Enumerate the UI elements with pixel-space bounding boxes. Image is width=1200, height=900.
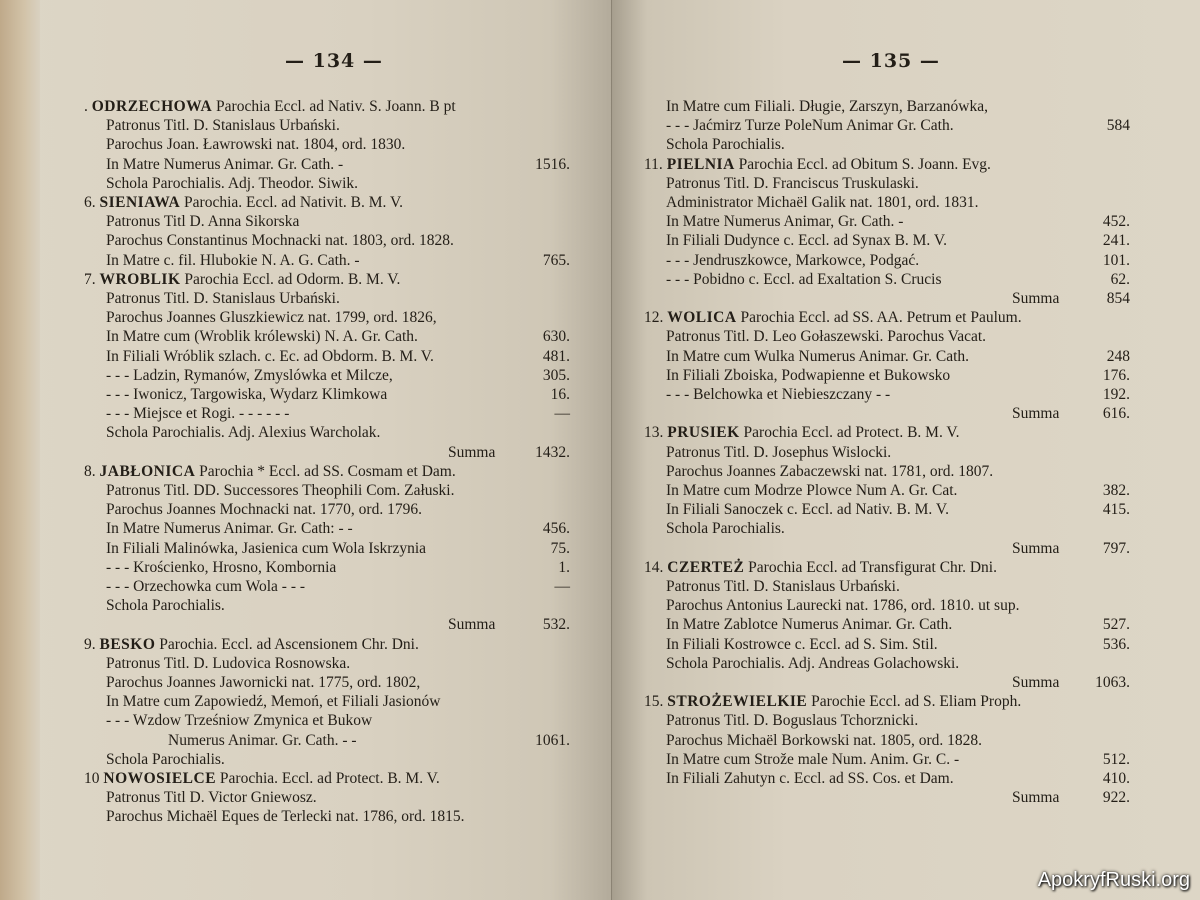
line-text: Administrator Michaël Galik nat. 1801, ord. 1831. — [666, 194, 979, 211]
line-text: Patronus Titl. D. Stanislaus Urbański. — [106, 290, 340, 307]
right-page-number: — 135 — — [842, 50, 940, 72]
line-value: 452. — [1102, 213, 1130, 231]
line-text: Patronus Titl. DD. Successores Theophili Com. Załuski. — [106, 482, 455, 499]
text-line — [106, 135, 405, 155]
line-text: Parochus Joannes Zabaczewski nat. 1781, ord. 1807. — [666, 462, 994, 480]
text-line — [106, 231, 454, 251]
text-line — [106, 500, 422, 520]
text-line — [106, 174, 358, 194]
line-value: 101. — [1102, 251, 1130, 269]
line-value: 176. — [1102, 366, 1130, 384]
line-text: - - - Miejsce et Rogi. - - - - - - — [106, 405, 290, 423]
text-line — [84, 270, 400, 290]
line-value: 584 — [1106, 117, 1130, 135]
line-text: Schola Parochialis. — [666, 520, 785, 538]
entry-number: 7. — [84, 270, 100, 288]
parish-name: CZERTEŻ — [667, 558, 745, 576]
entry-number: . — [84, 98, 92, 115]
parish-name: ODRZECHOWA — [91, 98, 213, 115]
line-value: 765. — [542, 251, 570, 269]
line-text: Parochus Joannes Mochnacki nat. 1770, ord. 1796. — [106, 501, 422, 519]
line-text: In Filiali Sanoczek c. Eccl. ad Nativ. B. M. V. — [666, 501, 949, 519]
line-value: 1061. — [535, 731, 570, 749]
line-value: 512. — [1102, 750, 1130, 768]
summa-label: Summa — [1012, 789, 1060, 807]
text-line — [1012, 788, 1059, 808]
summa-value: 1432. — [535, 443, 570, 461]
text-line — [644, 558, 997, 578]
entry-number: 6. — [84, 194, 100, 211]
summa-value: 532. — [542, 616, 570, 634]
text-line — [666, 327, 986, 347]
text-line — [644, 155, 991, 175]
text-line — [666, 711, 918, 731]
text-line — [666, 116, 954, 136]
text-line — [666, 366, 950, 386]
summa-value: 854 — [1106, 290, 1130, 307]
text-line — [448, 615, 495, 635]
text-line — [106, 289, 340, 309]
text-line — [106, 251, 360, 271]
line-text: Patronus Titl. D. Leo Gołaszewski. Parochus Vacat. — [666, 328, 987, 346]
line-text: In Filiali Zahutyn c. Eccl. ad SS. Cos. et Dam. — [666, 770, 954, 787]
text-line — [106, 750, 225, 770]
parish-name: WROBLIK — [99, 270, 181, 288]
line-value: 410. — [1102, 770, 1130, 787]
text-line — [106, 654, 350, 674]
text-line — [666, 615, 952, 635]
text-line — [106, 155, 343, 175]
text-line — [666, 347, 969, 367]
text-line — [106, 347, 434, 367]
entry-number: 12. — [644, 309, 668, 327]
line-text: Parochus Joan. Ławrowski nat. 1804, ord. 1830. — [106, 136, 406, 154]
text-line — [666, 385, 890, 405]
text-line — [84, 769, 440, 789]
text-line — [666, 519, 785, 539]
summa-value: 922. — [1102, 789, 1130, 807]
line-text: - - - Krościenko, Hrosno, Kombornia — [106, 558, 337, 576]
text-line — [106, 385, 387, 405]
text-line — [1012, 289, 1059, 309]
summa-value: 1063. — [1095, 674, 1130, 691]
line-text: Patronus Titl. D. Stanislaus Urbański. — [666, 578, 900, 595]
line-text: Numerus Animar. Gr. Cath. - - — [168, 731, 357, 749]
text-line — [666, 577, 900, 597]
line-text: Parochie Eccl. ad S. Eliam Proph. — [807, 693, 1022, 711]
line-text: In Matre Zablotce Numerus Animar. Gr. Cath. — [666, 616, 953, 634]
parish-name: WOLICA — [667, 309, 737, 327]
left-page-number: — 134 — — [285, 50, 383, 72]
entry-number: 14. — [644, 558, 668, 576]
right-page — [612, 0, 1200, 900]
text-line — [106, 116, 340, 136]
text-line — [666, 443, 891, 463]
text-line — [666, 462, 993, 482]
text-line — [666, 750, 959, 770]
parish-name: PIELNIA — [666, 155, 735, 173]
line-value: 382. — [1102, 482, 1130, 499]
line-value: 62. — [1110, 270, 1130, 288]
line-text: Parochia. Eccl. ad Protect. B. M. V. — [216, 770, 440, 787]
line-text: Parochia Eccl. ad Protect. B. M. V. — [739, 424, 960, 442]
text-line — [1012, 673, 1059, 693]
summa-label: Summa — [1012, 405, 1060, 423]
line-text: In Matre cum Wulka Numerus Animar. Gr. Cath. — [666, 347, 970, 365]
line-value: — — [554, 578, 570, 595]
left-page-edge — [0, 0, 40, 900]
line-text: - - - Ladzin, Rymanów, Zmyslówka et Milcze, — [106, 366, 393, 384]
line-text: - - - Jendruszkowce, Markowce, Podgać. — [666, 251, 920, 269]
line-text: - - - Iwonicz, Targowiska, Wydarz Klimkowa — [106, 386, 388, 403]
text-line — [106, 539, 426, 559]
line-value: 1516. — [535, 155, 570, 173]
line-value: 75. — [550, 539, 570, 557]
text-line — [448, 443, 495, 463]
line-value: 248 — [1106, 347, 1130, 365]
site-watermark: ApokryfRuski.org — [1037, 869, 1190, 891]
text-line — [666, 500, 949, 520]
parish-name: SIENIAWA — [99, 194, 181, 211]
summa-label: Summa — [1012, 539, 1060, 557]
line-value: 192. — [1102, 386, 1130, 403]
text-line — [106, 327, 418, 347]
line-value: 536. — [1102, 635, 1130, 653]
parish-name: JABŁONICA — [99, 462, 196, 480]
text-line — [106, 519, 353, 539]
line-value: 415. — [1102, 501, 1130, 519]
text-line — [84, 462, 456, 482]
line-text: Schola Parochialis. — [666, 136, 785, 154]
line-text: In Filiali Dudynce c. Eccl. ad Synax B. M. V. — [666, 232, 947, 250]
entry-number: 15. — [644, 693, 668, 711]
summa-label: Summa — [448, 443, 496, 461]
text-line — [84, 97, 456, 117]
text-line — [666, 654, 959, 674]
line-value: 456. — [542, 520, 570, 538]
text-line — [106, 558, 336, 578]
text-line — [666, 135, 785, 155]
text-line — [106, 788, 317, 808]
text-line — [666, 769, 954, 789]
line-text: Schola Parochialis. Adj. Theodor. Siwik. — [106, 174, 359, 192]
summa-label: Summa — [1012, 674, 1060, 691]
line-text: Parochia. Eccl. ad Nativit. B. M. V. — [180, 194, 404, 211]
text-line — [106, 212, 299, 232]
text-line — [666, 731, 982, 751]
parish-name: PRUSIEK — [667, 424, 740, 442]
line-text: Parochia Eccl. ad Obitum S. Joann. Evg. — [734, 155, 991, 173]
line-text: Parochia Eccl. ad SS. AA. Petrum et Paulum. — [736, 309, 1022, 327]
line-text: In Matre cum Zapowiedź, Memoń, et Filiali Jasionów — [106, 693, 441, 711]
line-text: - - - Jaćmirz Turze PoleNum Animar Gr. Cath. — [666, 117, 954, 135]
summa-label: Summa — [1012, 290, 1060, 307]
text-line — [666, 270, 942, 290]
line-text: Parochia Eccl. ad Transfigurat Chr. Dni. — [744, 558, 997, 576]
text-line — [644, 692, 1021, 712]
line-text: Patronus Titl. D. Josephus Wislocki. — [666, 443, 892, 461]
line-text: Parochia Eccl. ad Odorm. B. M. V. — [180, 270, 401, 288]
line-text: Patronus Titl D. Victor Gniewosz. — [106, 789, 317, 807]
entry-number: 11. — [644, 155, 667, 173]
line-text: - - - Belchowka et Niebieszczany - - — [666, 386, 891, 403]
text-line — [106, 596, 225, 616]
line-value: — — [554, 405, 570, 423]
line-text: Schola Parochialis. — [106, 750, 225, 768]
text-line — [666, 193, 979, 213]
text-line — [84, 635, 419, 655]
text-line — [666, 212, 903, 232]
text-line — [106, 807, 464, 827]
parish-name: STROŻEWIELKIE — [667, 693, 808, 711]
parish-name: BESKO — [99, 635, 156, 653]
text-line — [106, 366, 393, 386]
line-text: In Matre cum (Wroblik królewski) N. A. Gr. Cath. — [106, 328, 418, 346]
text-line — [84, 193, 403, 213]
line-text: In Matre Numerus Animar. Gr. Cath: - - — [106, 520, 353, 538]
text-line — [1012, 539, 1059, 559]
line-text: - - - Pobidno c. Eccl. ad Exaltation S. Crucis — [666, 270, 942, 288]
entry-number: 9. — [84, 635, 100, 653]
text-line — [644, 423, 960, 443]
text-line — [106, 481, 454, 501]
line-value: 481. — [542, 347, 570, 365]
line-text: Patronus Titl D. Anna Sikorska — [106, 213, 300, 231]
text-line — [1012, 404, 1059, 424]
line-text: Parochia * Eccl. ad SS. Cosmam et Dam. — [195, 462, 456, 480]
line-text: In Matre Numerus Animar. Gr. Cath. - — [106, 155, 344, 173]
text-line — [666, 596, 1019, 616]
line-text: In Matre c. fil. Hlubokie N. A. G. Cath. - — [106, 251, 360, 269]
line-text: Parochus Antonius Laurecki nat. 1786, ord. 1810. ut sup. — [666, 597, 1020, 615]
text-line — [106, 308, 437, 328]
line-value: 305. — [542, 366, 570, 384]
line-value: 16. — [550, 386, 570, 403]
line-text: Schola Parochialis. Adj. Andreas Golachowski. — [666, 654, 960, 672]
line-value: 241. — [1102, 232, 1130, 250]
text-line — [168, 731, 357, 751]
text-line — [644, 308, 1022, 328]
summa-label: Summa — [448, 616, 496, 634]
parish-name: NOWOSIELCE — [103, 770, 217, 787]
line-text: In Matre cum Filiali. Długie, Zarszyn, Barzanówka, — [666, 98, 988, 115]
text-line — [106, 577, 305, 597]
text-line — [106, 711, 372, 731]
line-text: Patronus Titl. D. Stanislaus Urbański. — [106, 117, 340, 135]
text-line — [666, 635, 938, 655]
text-line — [666, 481, 957, 501]
line-value: 1. — [558, 558, 570, 576]
summa-value: 797. — [1102, 539, 1130, 557]
line-text: Parochus Constantinus Mochnacki nat. 1803, ord. 1828. — [106, 232, 454, 250]
line-text: Parochus Michaël Borkowski nat. 1805, ord. 1828. — [666, 731, 982, 749]
line-value: 630. — [542, 328, 570, 346]
text-line — [106, 673, 420, 693]
line-text: In Matre cum Strože male Num. Anim. Gr. C. - — [666, 750, 960, 768]
line-text: Parochus Joannes Gluszkiewicz nat. 1799, ord. 1826, — [106, 309, 437, 327]
line-text: Schola Parochialis. — [106, 597, 225, 615]
line-text: In Filiali Wróblik szlach. c. Ec. ad Obdorm. B. M. V. — [106, 347, 434, 365]
line-text: Parochia. Eccl. ad Ascensionem Chr. Dni. — [155, 635, 419, 653]
line-text: Parochus Joannes Jawornicki nat. 1775, ord. 1802, — [106, 674, 421, 691]
text-line — [666, 251, 919, 271]
text-line — [666, 231, 947, 251]
text-line — [666, 97, 988, 117]
line-text: Parochia Eccl. ad Nativ. S. Joann. B pt — [212, 98, 456, 115]
line-text: Patronus Titl. D. Franciscus Truskulaski. — [666, 174, 919, 192]
line-text: - - - Orzechowka cum Wola - - - — [106, 578, 306, 595]
entry-number: 8. — [84, 462, 100, 480]
line-text: Patronus Titl. D. Ludovica Rosnowska. — [106, 654, 351, 672]
line-text: - - - Wzdow Trześniow Zmynica et Bukow — [106, 712, 373, 730]
entry-number: 10 — [84, 770, 104, 787]
line-text: In Filiali Malinówka, Jasienica cum Wola Iskrzynia — [106, 539, 427, 557]
summa-value: 616. — [1102, 405, 1130, 423]
line-text: In Matre Numerus Animar, Gr. Cath. - — [666, 213, 904, 231]
line-text: Parochus Michaël Eques de Terlecki nat. 1786, ord. 1815. — [106, 808, 465, 826]
text-line — [106, 423, 380, 443]
line-text: In Filiali Zboiska, Podwapienne et Bukowsko — [666, 366, 951, 384]
text-line — [106, 404, 289, 424]
text-line — [666, 174, 919, 194]
text-line — [106, 692, 440, 712]
line-value: 527. — [1102, 616, 1130, 634]
line-text: In Matre cum Modrze Plowce Num A. Gr. Cat. — [666, 482, 958, 499]
line-text: In Filiali Kostrowce c. Eccl. ad S. Sim. Stil. — [666, 635, 938, 653]
line-text: Schola Parochialis. Adj. Alexius Warcholak. — [106, 424, 381, 442]
line-text: Patronus Titl. D. Boguslaus Tchorznicki. — [666, 712, 919, 730]
entry-number: 13. — [644, 424, 668, 442]
